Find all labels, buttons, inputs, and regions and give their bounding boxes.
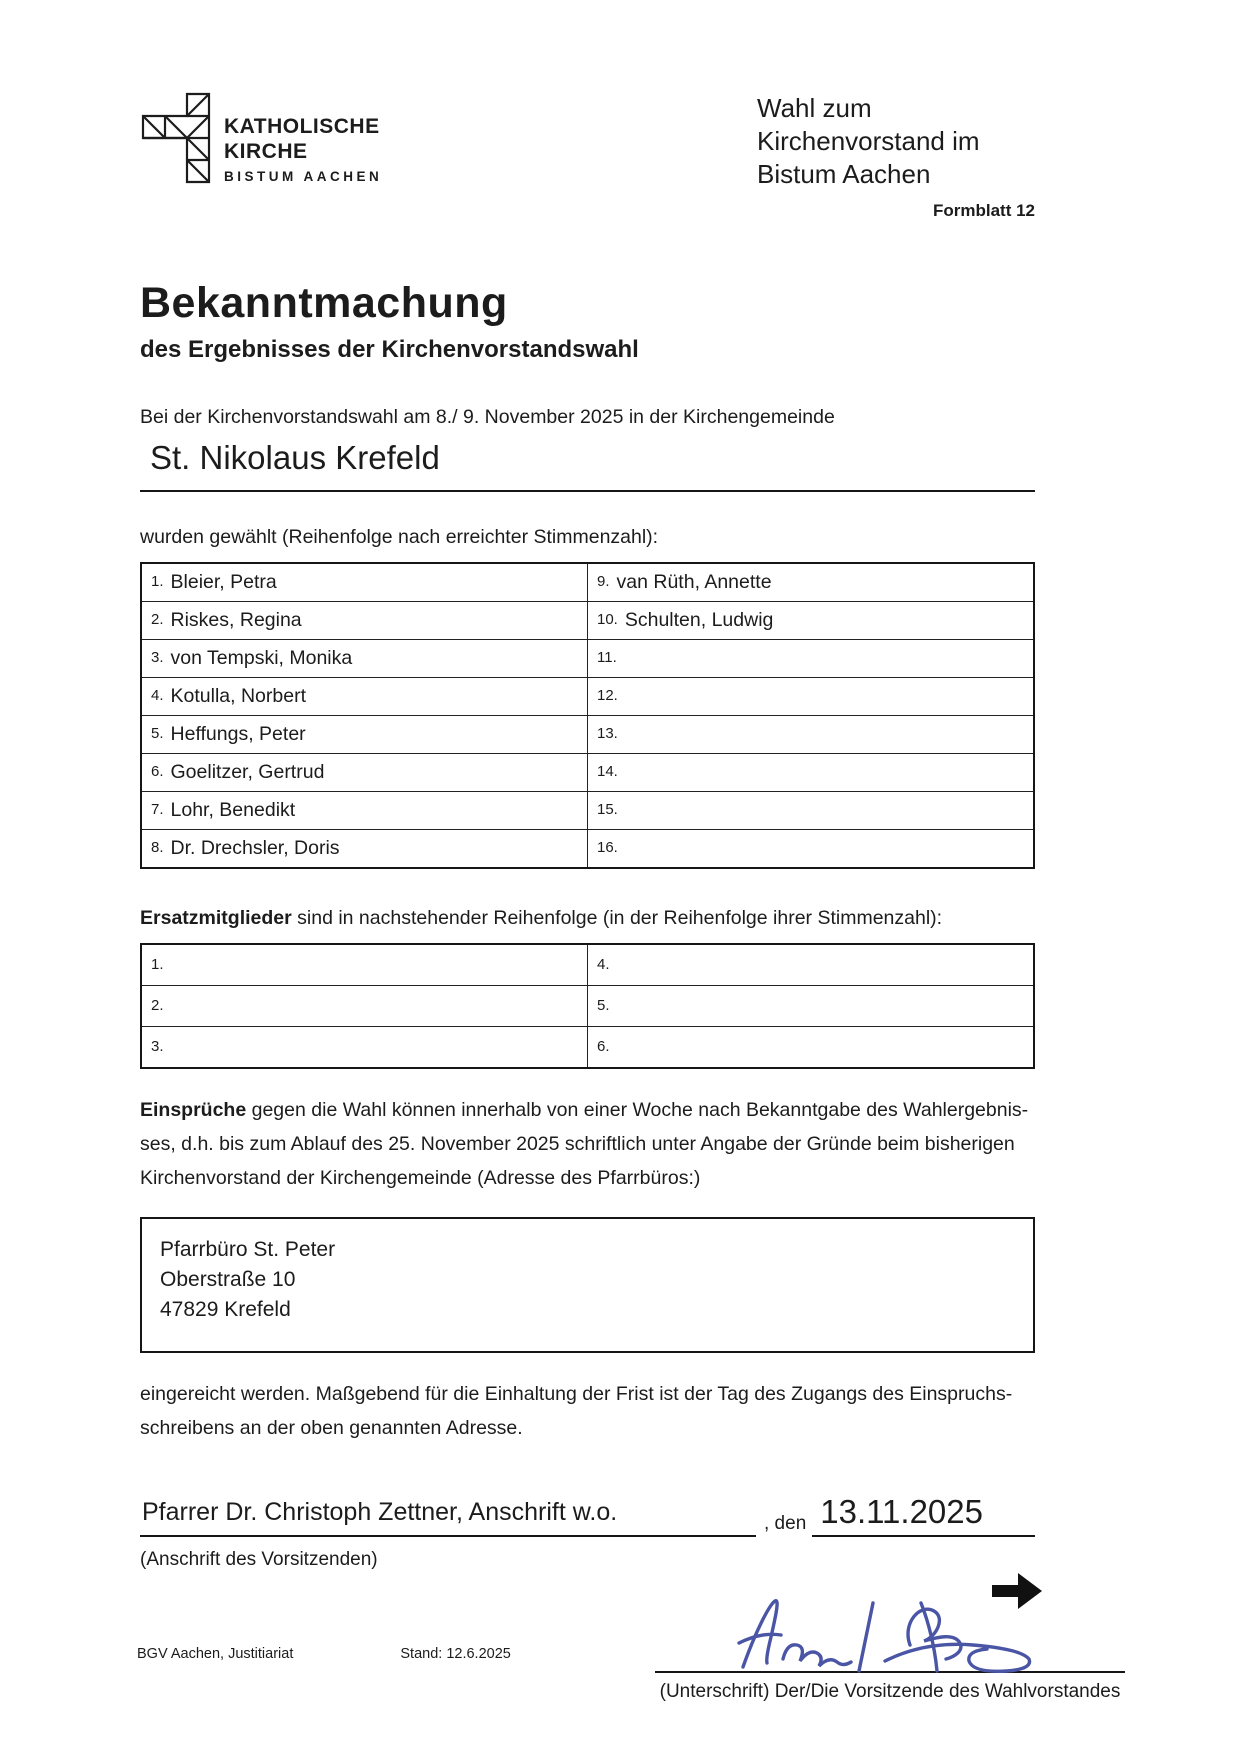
logo-subline: BISTUM AACHEN <box>224 169 383 184</box>
elected-cell: 3. von Tempski, Monika <box>141 640 588 678</box>
table-row <box>141 792 1034 830</box>
logo-line1: KATHOLISCHE <box>224 115 380 138</box>
signature-caption: (Unterschrift) Der/Die Vorsitzende des Wahlvorstandes <box>659 1681 1121 1702</box>
handwritten-signature <box>655 1585 1125 1685</box>
elected-table <box>140 562 1035 869</box>
page-title: Bekanntmachung <box>140 279 508 327</box>
table-row <box>141 1027 1034 1069</box>
elected-cell: 6. Goelitzer, Gertrud <box>141 754 588 792</box>
elected-cell: 15. <box>588 792 1035 830</box>
table-row <box>141 944 1034 986</box>
table-row <box>141 563 1034 602</box>
objections-paragraph: Einsprüche gegen die Wahl können innerhalb von einer Woche nach Bekanntgabe des Wahlergebnis- ses, d.h. bis zum Ablauf des 25. November 2025 schriftlich unter Angabe der Gründe beim bisherigen Kirchenvorstand der Kirchengemeinde (Adresse des Pfarrbüros:) <box>140 1099 1029 1189</box>
logo-text <box>224 114 382 184</box>
substitute-cell: 1. <box>141 944 588 986</box>
page-subtitle: des Ergebnisses der Kirchenvorstandswahl <box>140 336 639 363</box>
elected-cell: 16. <box>588 830 1035 869</box>
elected-cell: 5. Heffungs, Peter <box>141 716 588 754</box>
address-line: 47829 Krefeld <box>160 1298 291 1321</box>
header <box>140 0 1035 221</box>
diocese-logo <box>140 92 382 221</box>
elected-cell: 14. <box>588 754 1035 792</box>
chairman-signature-row <box>140 1493 1035 1537</box>
cross-logo-icon <box>140 92 224 186</box>
den-label: , den <box>764 1513 807 1534</box>
substitute-cell: 3. <box>141 1027 588 1069</box>
parish-name-field: St. Nikolaus Krefeld <box>140 439 1035 492</box>
table-row <box>141 716 1034 754</box>
parish-office-address-box <box>140 1217 1035 1353</box>
elected-cell: 12. <box>588 678 1035 716</box>
elected-cell: 13. <box>588 716 1035 754</box>
address-line: Pfarrbüro St. Peter <box>160 1238 336 1261</box>
address-line: Oberstraße 10 <box>160 1268 296 1291</box>
chairman-caption: (Anschrift des Vorsitzenden) <box>140 1549 378 1570</box>
substitute-cell: 5. <box>588 986 1035 1027</box>
table-row <box>141 754 1034 792</box>
elected-cell: 7. Lohr, Benedikt <box>141 792 588 830</box>
table-row <box>141 678 1034 716</box>
elected-cell: 10. Schulten, Ludwig <box>588 602 1035 640</box>
signature-area <box>655 1585 1125 1703</box>
election-claim: Wahl zum Kirchenvorstand im Bistum Aachen <box>757 93 980 189</box>
footer-issuer: BGV Aachen, Justitiariat <box>137 1646 294 1662</box>
date-field: 13.11.2025 <box>812 1493 1035 1537</box>
footer-stand: Stand: 12.6.2025 <box>400 1646 511 1662</box>
table-row <box>141 830 1034 869</box>
substitute-cell: 6. <box>588 1027 1035 1069</box>
footer <box>137 1646 511 1662</box>
elected-cell: 9. van Rüth, Annette <box>588 563 1035 602</box>
substitute-cell: 2. <box>141 986 588 1027</box>
elected-cell: 8. Dr. Drechsler, Doris <box>141 830 588 869</box>
table-row <box>141 602 1034 640</box>
substitutes-label: Ersatzmitglieder sind in nachstehender Reihenfolge (in der Reihenfolge ihrer Stimmenzahl): <box>140 907 943 929</box>
submission-paragraph: eingereicht werden. Maßgebend für die Einhaltung der Frist ist der Tag des Zugangs des Einspruchs- schreibens an der oben genannten Adresse. <box>140 1383 1013 1439</box>
table-row <box>141 986 1034 1027</box>
elected-cell: 4. Kotulla, Norbert <box>141 678 588 716</box>
elected-cell: 11. <box>588 640 1035 678</box>
elected-cell: 1. Bleier, Petra <box>141 563 588 602</box>
elected-label: wurden gewählt (Reihenfolge nach erreichter Stimmenzahl): <box>140 526 659 548</box>
elected-cell: 2. Riskes, Regina <box>141 602 588 640</box>
intro-line: Bei der Kirchenvorstandswahl am 8./ 9. November 2025 in der Kirchengemeinde <box>140 406 835 428</box>
table-row <box>141 640 1034 678</box>
substitutes-table <box>140 943 1035 1069</box>
logo-line2: KIRCHE <box>224 140 308 163</box>
header-right <box>757 92 1035 221</box>
chairman-name-field: Pfarrer Dr. Christoph Zettner, Anschrift w.o. <box>140 1498 756 1537</box>
substitute-cell: 4. <box>588 944 1035 986</box>
form-number: Formblatt 12 <box>932 201 1035 220</box>
